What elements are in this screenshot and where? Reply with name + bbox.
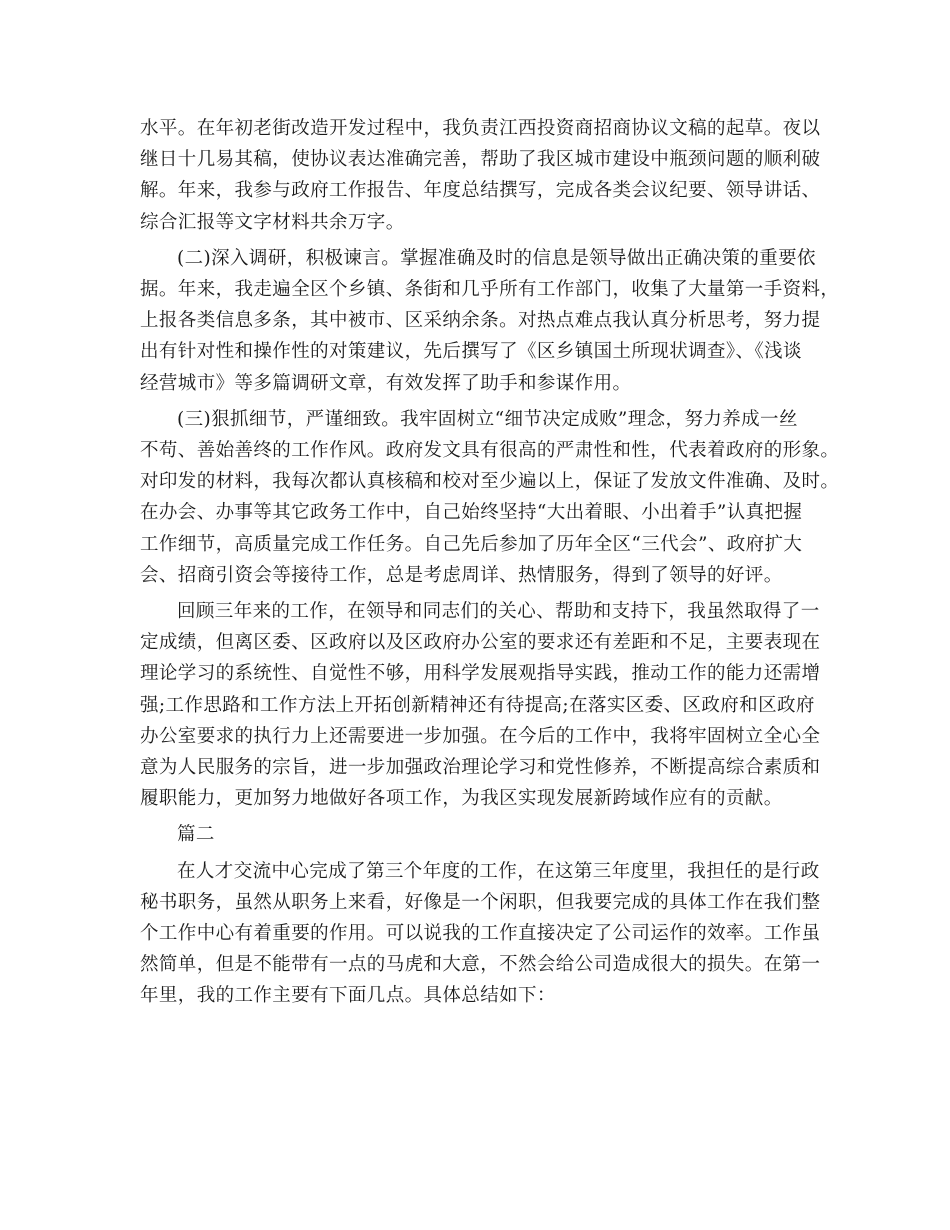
text-line: 年里，我的工作主要有下面几点。具体总结如下： (140, 985, 556, 1007)
text-line: 解。年来，我参与政府工作报告、年度总结撰写，完成各类会议纪要、领导讲话、 (140, 180, 821, 202)
text-line: 办公室要求的执行力上还需要进一步加强。在今后的工作中，我将牢固树立全心全 (140, 725, 821, 747)
text-line: (二)深入调研，积极谏言。掌握准确及时的信息是领导做出正确决策的重要依 (177, 247, 816, 269)
text-line: 据。年来，我走遍全区个乡镇、条街和几乎所有工作部门，收集了大量第一手资料， (140, 279, 840, 301)
text-line: 上报各类信息多条，其中被市、区采纳余条。对热点难点我认真分析思考，努力提 (140, 310, 821, 332)
text-line: 工作细节，高质量完成工作任务。自己先后参加了历年全区“三代会”、政府扩大 (140, 533, 803, 555)
text-line: 强;工作思路和工作方法上开拓创新精神还有待提高;在落实区委、区政府和区政府 (140, 694, 815, 716)
paragraph-continuation (140, 113, 821, 238)
document-body (140, 113, 840, 1017)
text-line: 继日十几易其稿，使协议表达准确完善，帮助了我区城市建设中瓶颈问题的顺利破 (140, 149, 821, 171)
text-line: 水平。在年初老街改造开发过程中，我负责江西投资商招商协议文稿的起草。夜以 (140, 118, 821, 139)
section-heading-text: 篇二 (177, 824, 215, 846)
text-line: 履职能力，更加努力地做好各项工作，为我区实现发展新跨域作应有的贡献。 (140, 788, 783, 810)
text-line: 秘书职务，虽然从职务上来看，好像是一个闲职，但我要完成的具体工作在我们整 (140, 891, 821, 913)
text-line: 定成绩，但离区委、区政府以及区政府办公室的要求还有差距和不足，主要表现在 (140, 632, 821, 654)
text-line: 出有针对性和操作性的对策建议，先后撰写了《区乡镇国土所现状调查》、《浅谈 (140, 341, 802, 363)
paragraph-part-two (140, 856, 821, 1012)
text-line: 意为人民服务的宗旨，进一步加强政治理论学习和党性修养，不断提高综合素质和 (140, 757, 821, 779)
text-line: 理论学习的系统性、自觉性不够，用科学发展观指导实践，推动工作的能力还需增 (140, 663, 821, 685)
section-heading (140, 819, 812, 850)
text-line: 对印发的材料，我每次都认真核稿和校对至少遍以上，保证了发放文件准确、及时。 (140, 471, 840, 493)
paragraph-review (140, 596, 821, 814)
text-line: 回顾三年来的工作，在领导和同志们的关心、帮助和支持下，我虽然取得了一 (177, 601, 820, 623)
text-line: (三)狠抓细节，严谨细致。我牢固树立“细节决定成败”理念，努力养成一丝 (177, 408, 798, 430)
text-line: 经营城市》等多篇调研文章，有效发挥了助手和参谋作用。 (140, 372, 632, 394)
text-line: 然简单，但是不能带有一点的马虎和大意，不然会给公司造成很大的损失。在第一 (140, 954, 821, 976)
text-line: 综合汇报等文字材料共余万字。 (140, 211, 405, 233)
text-line: 在办会、办事等其它政务工作中，自己始终坚持“大出着眼、小出着手”认真把握 (140, 502, 803, 524)
text-line: 会、招商引资会等接待工作，总是考虑周详、热情服务，得到了领导的好评。 (140, 564, 783, 586)
text-line: 个工作中心有着重要的作用。可以说我的工作直接决定了公司运作的效率。工作虽 (140, 923, 821, 945)
paragraph-research (140, 243, 840, 399)
text-line: 不苟、善始善终的工作作风。政府发文具有很高的严肃性和性，代表着政府的形象。 (140, 440, 840, 462)
text-line: 在人才交流中心完成了第三个年度的工作，在这第三年度里，我担任的是行政 (177, 860, 820, 882)
paragraph-details (140, 404, 840, 591)
